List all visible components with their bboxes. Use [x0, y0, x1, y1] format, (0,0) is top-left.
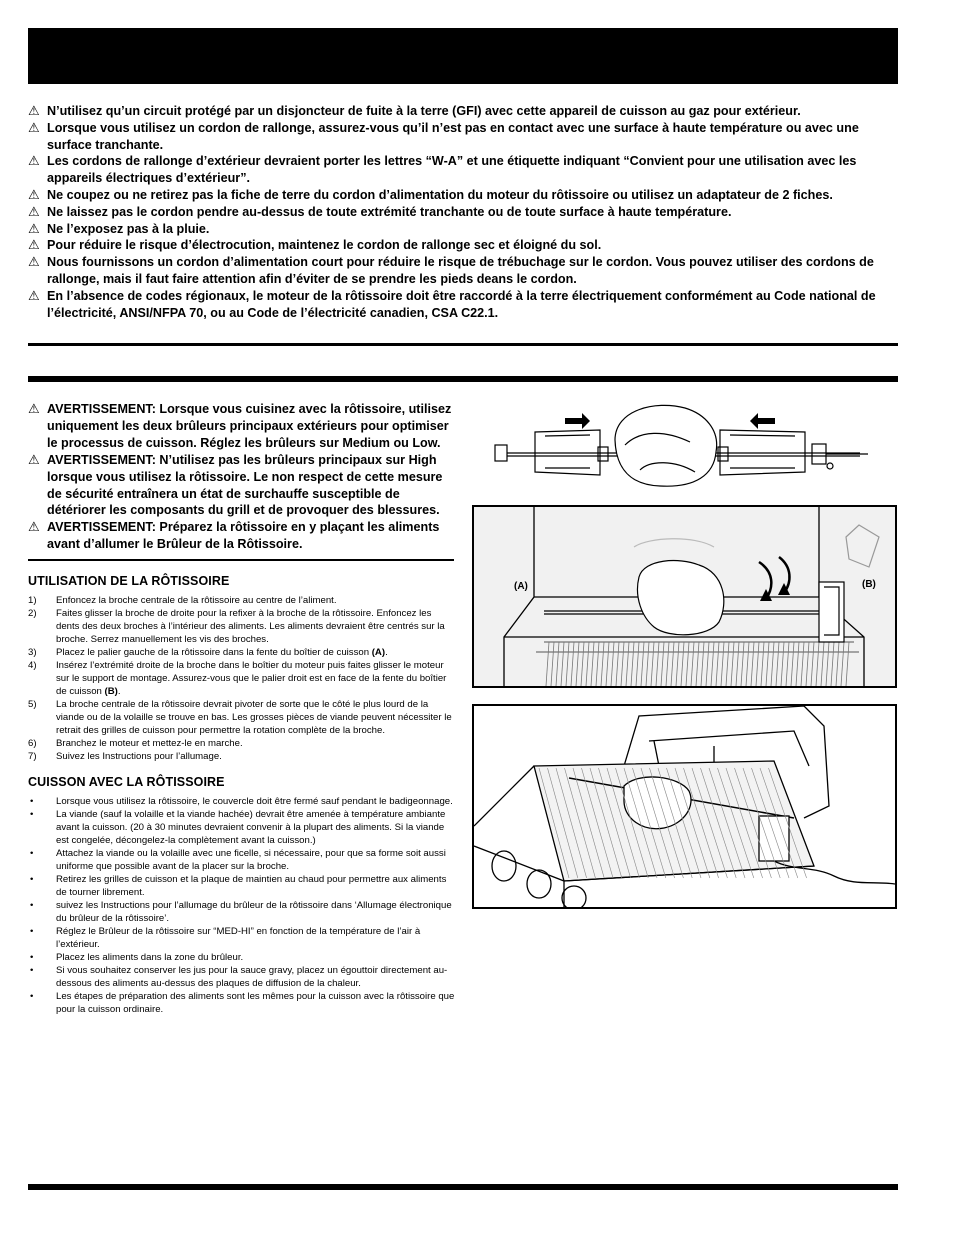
- step-tail: .: [117, 686, 121, 698]
- figure-label-a: (A): [514, 581, 528, 592]
- safety-warning-text: Ne laissez pas le cordon pendre au-dessus de toute extrémité tranchante ou de toute surface à haute température.: [47, 204, 732, 219]
- bullet-icon: •: [30, 991, 34, 1003]
- cuisson-bullet: [28, 964, 456, 990]
- safety-warning-text: Pour réduire le risque d’électrocution, maintenez le cordon de rallonge sec et éloigné du sol.: [47, 238, 602, 253]
- warning-triangle-icon: ⚠: [28, 254, 40, 270]
- figure-label-b: (B): [862, 579, 876, 590]
- step-number: 3): [28, 647, 37, 659]
- avertissement-text: AVERTISSEMENT: Lorsque vous cuisinez avec la rôtissoire, utilisez uniquement les deux brûleurs principaux extérieurs pour optimiser le processus de cuisson. Réglez les brûleurs sur Medium ou Low.: [47, 402, 452, 450]
- bullet-text: Attachez la viande ou la volaille avec une ficelle, si nécessaire, pour que sa forme soit aussi uniforme que possible avant de la placer sur la broche.: [56, 848, 446, 873]
- safety-warning-text: N’utilisez qu’un circuit protégé par un disjoncteur de fuite à la terre (GFI) avec cette appareil de cuisson au gaz pour extérieur.: [47, 104, 801, 118]
- cuisson-bullet: [28, 795, 456, 808]
- utilisation-step: [28, 594, 456, 607]
- step-text: Insérez l’extrémité droite de la broche dans le boîtier du moteur puis faites glisser le moteur sur le support de montage. Assurez-vous que le palier droit est en face de la fente du boîtier de cuisson: [56, 660, 447, 698]
- step-text: Enfoncez la broche centrale de la rôtissoire au centre de l’aliment.: [56, 595, 337, 607]
- warning-triangle-icon: ⚠: [28, 220, 40, 236]
- bullet-icon: •: [30, 809, 34, 821]
- section-divider: [28, 343, 898, 346]
- step-text: Placez le palier gauche de la rôtissoire dans la fente du boîtier de cuisson: [56, 647, 370, 659]
- bullet-icon: •: [30, 965, 34, 977]
- avertissement-list: [28, 401, 456, 553]
- cuisson-bullet: [28, 925, 456, 951]
- step-text: Suivez les Instructions pour l’allumage.: [56, 751, 222, 763]
- safety-warning-text: Ne l’exposez pas à la pluie.: [47, 221, 210, 236]
- bullet-text: Si vous souhaitez conserver les jus pour la sauce gravy, placez un égouttoir directement au-dessous des aliments au-dessus des plaques de diffusion de la chaleur.: [56, 965, 448, 990]
- utilisation-step: [28, 646, 456, 659]
- bullet-icon: •: [30, 874, 34, 886]
- warning-triangle-icon: ⚠: [28, 119, 40, 135]
- cuisson-bullets: [28, 795, 456, 1016]
- rotisserie-instructions: [28, 401, 456, 1016]
- warning-triangle-icon: ⚠: [28, 186, 40, 202]
- utilisation-title: UTILISATION DE LA RÔTISSOIRE: [28, 574, 230, 589]
- safety-warning-item: [28, 153, 898, 187]
- bullet-text: La viande (sauf la volaille et la viande hachée) devrait être amenée à température ambiante avant la cuisson. (20 à 30 minutes devraient convenir à la plupart des aliments. Si la viande est congelée, décongelez-la complètement avant la cuisson.): [56, 809, 446, 847]
- step-text: La broche centrale de la rôtissoire devrait pivoter de sorte que le côté le plus lourd de la viande ou de la volaille se trouve en bas. Les grosses pièces de viande peuvent nécessiter le retrait des grilles de cuisson pour permettre la rotation complète de la broche.: [56, 699, 452, 737]
- grill-perspective-drawing: [474, 706, 895, 907]
- utilisation-step: [28, 737, 456, 750]
- warning-triangle-icon: ⚠: [28, 153, 40, 169]
- warning-triangle-icon: ⚠: [28, 203, 40, 219]
- safety-warning-item: [28, 187, 898, 204]
- step-text: Faites glisser la broche de droite pour la refixer à la broche de la rôtissoire. Enfoncez les dents des deux broches à l’intérieur des aliments. Les aliments devraient être centrés sur la broche. Serrez manuellement les vis des broches.: [56, 608, 445, 646]
- bullet-icon: •: [30, 926, 34, 938]
- utilisation-step: [28, 750, 456, 763]
- grill-install-figure: [472, 505, 897, 688]
- bullet-text: Lorsque vous utilisez la rôtissoire, le couvercle doit être fermé sauf pendant le badigeonnage.: [56, 796, 453, 808]
- utilisation-step: [28, 698, 456, 737]
- warning-triangle-icon: ⚠: [28, 519, 40, 535]
- bullet-icon: •: [30, 900, 34, 912]
- avertissement-text: AVERTISSEMENT: N’utilisez pas les brûleurs principaux sur High lorsque vous utilisez la rôtissoire. Le non respect de cette mesure de sécurité entraînera un état de surchauffe susceptible de détériorer les composants du grill et de provoquer des blessures.: [47, 452, 443, 518]
- bullet-text: Les étapes de préparation des aliments sont les mêmes pour la cuisson avec la rôtissoire que pour la cuisson ordinaire.: [56, 991, 455, 1016]
- divider: [28, 559, 454, 561]
- avertissement-text: AVERTISSEMENT: Préparez la rôtissoire en y plaçant les aliments avant d’allumer le Brûleur de la Rôtissoire.: [47, 520, 440, 552]
- step-number: 5): [28, 699, 37, 711]
- step-number: 4): [28, 660, 37, 672]
- safety-warning-item: [28, 204, 898, 221]
- utilisation-step: [28, 659, 456, 698]
- utilisation-step: [28, 607, 456, 646]
- step-number: 1): [28, 595, 37, 607]
- safety-warning-text: Les cordons de rallonge d’extérieur devraient porter les lettres “W-A” et une étiquette indiquant “Convient pour une utilisation avec les appareils électriques d’extérieur”.: [47, 154, 857, 186]
- section-header-bar: [28, 376, 898, 382]
- avertissement-item: [28, 519, 456, 553]
- safety-warning-text: Ne coupez ou ne retirez pas la fiche de terre du cordon d’alimentation du moteur du rôtissoire ou utilisez un adaptateur de 2 fiches.: [47, 187, 833, 202]
- step-figure-ref: (A): [371, 647, 386, 659]
- cuisson-bullet: [28, 808, 456, 847]
- warning-triangle-icon: ⚠: [28, 401, 40, 416]
- bullet-icon: •: [30, 796, 34, 808]
- warning-triangle-icon: ⚠: [28, 237, 40, 253]
- avertissement-item: [28, 401, 456, 452]
- safety-warning-list: [28, 103, 898, 321]
- warning-triangle-icon: ⚠: [28, 287, 40, 303]
- step-number: 7): [28, 751, 37, 763]
- bullet-text: Retirez les grilles de cuisson et la plaque de maintien au chaud pour permettre aux aliments de tourner librement.: [56, 874, 447, 899]
- spit-assembly-figure: [490, 400, 875, 495]
- step-tail: .: [385, 647, 388, 659]
- header-bar: [28, 28, 898, 84]
- bullet-icon: •: [30, 952, 34, 964]
- cuisson-bullet: [28, 847, 456, 873]
- cuisson-bullet: [28, 990, 456, 1016]
- warning-triangle-icon: ⚠: [28, 451, 40, 467]
- step-number: 2): [28, 608, 37, 620]
- cuisson-bullet: [28, 873, 456, 899]
- step-figure-ref: (B): [104, 686, 118, 698]
- bullet-text: suivez les Instructions pour l’allumage du brûleur de la rôtissoire dans ‘Allumage électronique du brûleur de la rôtissoire’.: [56, 900, 452, 925]
- safety-warning-item: [28, 120, 898, 154]
- bullet-text: Réglez le Brûleur de la rôtissoire sur “MED-HI” en fonction de la température de l’air à l’extérieur.: [56, 926, 421, 951]
- cuisson-bullet: [28, 951, 456, 964]
- safety-warning-text: Lorsque vous utilisez un cordon de rallonge, assurez-vous qu’il n’est pas en contact avec une surface à haute température ou avec une surface tranchante.: [47, 120, 859, 152]
- safety-warning-item: [28, 103, 898, 120]
- safety-warning-item: [28, 237, 898, 254]
- bullet-icon: •: [30, 848, 34, 860]
- footer-bar: [28, 1184, 898, 1190]
- grill-perspective-figure: [472, 704, 897, 909]
- step-text: Branchez le moteur et mettez-le en marche.: [56, 738, 243, 750]
- warning-triangle-icon: ⚠: [28, 103, 40, 118]
- bullet-text: Placez les aliments dans la zone du brûleur.: [56, 952, 244, 964]
- cuisson-bullet: [28, 899, 456, 925]
- safety-warning-text: Nous fournissons un cordon d’alimentation court pour réduire le risque de trébuchage sur le cordon. Vous pouvez utiliser des cordons de rallonge, mais il faut faire attention afin d’éviter de se prendre les pieds deans le cordon.: [47, 255, 874, 286]
- avertissement-item: [28, 452, 456, 520]
- safety-warning-item: [28, 288, 898, 322]
- safety-warning-item: [28, 221, 898, 238]
- cuisson-title: CUISSON AVEC LA RÔTISSOIRE: [28, 775, 225, 790]
- grill-install-drawing: [474, 507, 895, 686]
- utilisation-steps: [28, 594, 456, 763]
- safety-warning-item: [28, 254, 898, 288]
- safety-warning-text: En l’absence de codes régionaux, le moteur de la rôtissoire doit être raccordé à la terre électriquement conformément au Code national de l’électricité, ANSI/NFPA 70, ou au Code de l’électricité canadien, CSA C22.1.: [47, 288, 876, 320]
- step-number: 6): [28, 738, 37, 750]
